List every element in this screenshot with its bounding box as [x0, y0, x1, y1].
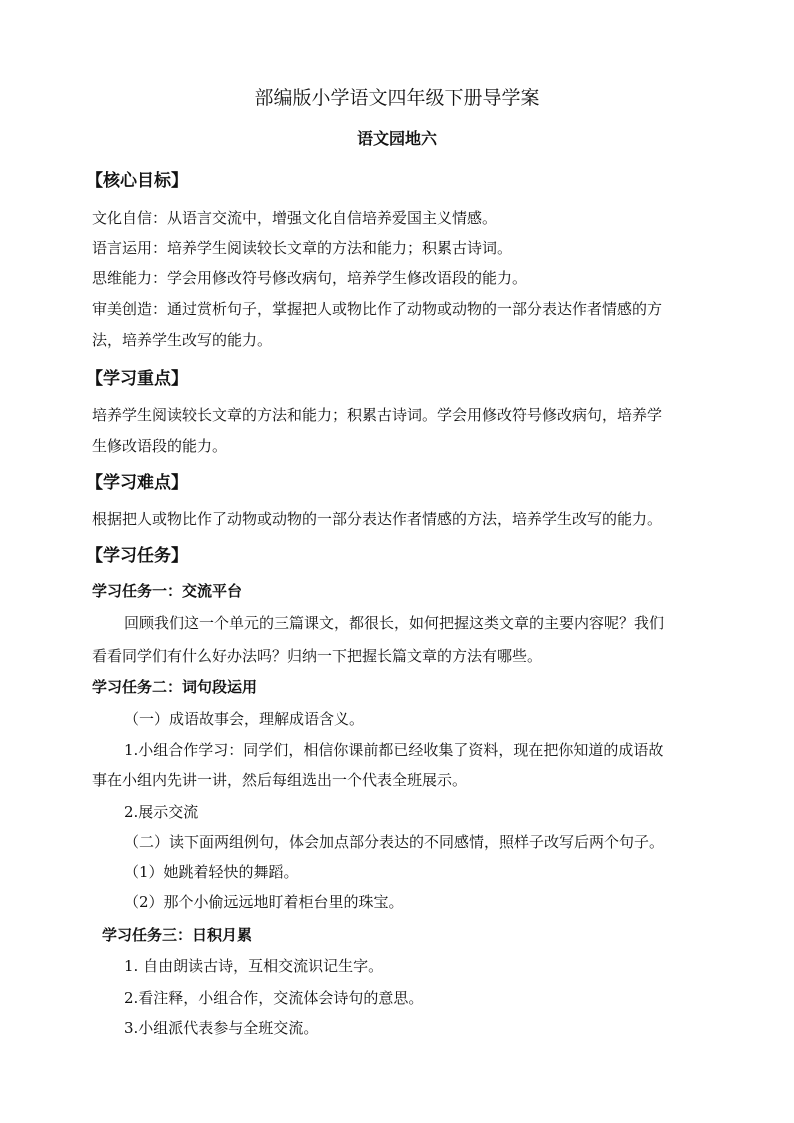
- task3-title: 学习任务三：日积月累: [102, 926, 253, 944]
- task2-line: 2.展示交流: [124, 803, 199, 821]
- document-subtitle: 语文园地六: [356, 129, 437, 148]
- focus-line: 培养学生阅读较长文章的方法和能力；积累古诗词。学会用修改符号修改病句，培养学: [92, 406, 663, 424]
- task2-line: 事在小组内先讲一讲，然后每组选出一个代表全班展示。: [92, 771, 468, 789]
- task2-line: （二）读下面两组例句，体会加点部分表达的不同感情，照样子改写后两个句子。: [124, 833, 665, 851]
- task2-line: （一）成语故事会，理解成语含义。: [124, 710, 365, 728]
- goals-heading: 【核心目标】: [86, 171, 188, 191]
- task1-line: 回顾我们这一个单元的三篇课文，都很长，如何把握这类文章的主要内容呢？我们: [124, 614, 665, 632]
- goal-line: 思维能力：学会用修改符号修改病句，培养学生修改语段的能力。: [92, 269, 528, 287]
- task2-line: （1）她跳着轻快的舞蹈。: [124, 863, 299, 881]
- task2-line: （2）那个小偷远远地盯着柜台里的珠宝。: [124, 893, 404, 911]
- tasks-heading: 【学习任务】: [86, 546, 188, 566]
- task2-title: 学习任务二：词句段运用: [92, 678, 258, 696]
- goal-line: 法，培养学生改写的能力。: [92, 331, 273, 349]
- task3-line: 3.小组派代表参与全班交流。: [124, 1019, 319, 1037]
- goal-line: 审美创造：通过赏析句子，掌握把人或物比作了动物或动物的一部分表达作者情感的方: [92, 300, 663, 318]
- task2-line: 1.小组合作学习：同学们，相信你课前都已经收集了资料，现在把你知道的成语故: [124, 741, 664, 759]
- difficulty-heading: 【学习难点】: [86, 473, 188, 493]
- goal-line: 语言运用：培养学生阅读较长文章的方法和能力；积累古诗词。: [92, 239, 513, 257]
- goal-line: 文化自信：从语言交流中，增强文化自信培养爱国主义情感。: [92, 209, 498, 227]
- task1-line: 看看同学们有什么好办法吗？归纳一下把握长篇文章的方法有哪些。: [92, 647, 543, 665]
- task1-title: 学习任务一：交流平台: [92, 582, 243, 600]
- difficulty-line: 根据把人或物比作了动物或动物的一部分表达作者情感的方法，培养学生改写的能力。: [92, 510, 663, 528]
- task3-line: 1. 自由朗读古诗，互相交流识记生字。: [124, 957, 384, 975]
- focus-heading: 【学习重点】: [86, 369, 188, 389]
- task3-line: 2.看注释，小组合作，交流体会诗句的意思。: [124, 989, 424, 1007]
- focus-line: 生修改语段的能力。: [92, 437, 228, 455]
- document-title: 部编版小学语文四年级下册导学案: [254, 87, 540, 109]
